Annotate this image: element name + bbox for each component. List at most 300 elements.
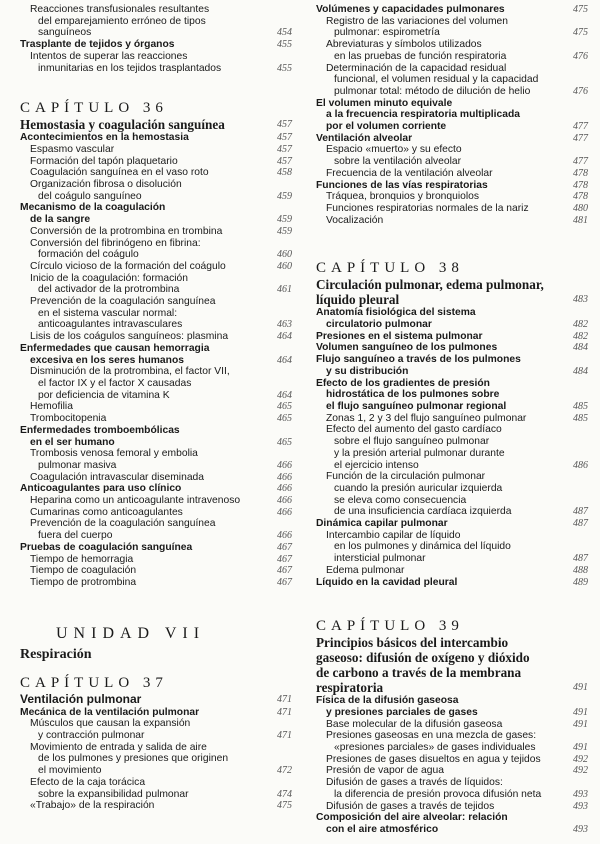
toc-entry-text: Trombosis venosa femoral y embolia (30, 448, 198, 460)
toc-entry-text: Flujo sanguíneo a través de los pulmones (316, 354, 521, 366)
toc-entry (316, 541, 588, 553)
toc-entry (316, 98, 588, 110)
toc-entry-text: funcional, el volumen residual y la capacidad (334, 74, 539, 86)
toc-entry (316, 730, 588, 742)
chapter-39-page: 491 (573, 682, 588, 694)
toc-entry (316, 51, 588, 63)
chapter-38-label: CAPÍTULO 38 (316, 260, 464, 277)
toc-entry-page: 476 (573, 50, 588, 62)
toc-entry-text: Trasplante de tejidos y órganos (20, 39, 175, 51)
chapter-39-title (316, 635, 588, 695)
toc-entry (20, 565, 292, 577)
toc-entry (316, 824, 588, 836)
toc-entry (20, 789, 292, 801)
toc-entry-text: Dinámica capilar pulmonar (316, 518, 448, 530)
toc-entry-page: 481 (573, 214, 588, 226)
toc-entry (20, 191, 292, 203)
toc-entry-text: Formación del tapón plaquetario (30, 155, 178, 167)
toc-entry-text: con el aire atmosférico (326, 823, 439, 835)
toc-entry-page: 487 (573, 553, 588, 565)
toc-entry-text: se eleva como consecuencia (334, 494, 467, 506)
chapter-37-label: CAPÍTULO 37 (20, 674, 168, 691)
toc-entry (316, 319, 588, 331)
toc-entry-text: «presiones parciales» de gases individuales (334, 742, 536, 754)
toc-entry (316, 180, 588, 192)
toc-entry (316, 460, 588, 472)
toc-entry (20, 542, 292, 554)
toc-entry-text: Acontecimientos en la hemostasia (20, 132, 189, 144)
toc-entry-page: 454 (277, 27, 292, 39)
toc-entry (316, 812, 588, 824)
toc-entry-text: Coagulación intravascular diseminada (30, 471, 205, 483)
toc-entry-text: Funciones respiratorias normales de la nariz (326, 202, 529, 214)
toc-entry-text: Prevención de la coagulación sanguínea (30, 296, 216, 308)
unit-7-label: UNIDAD VII (56, 624, 206, 642)
toc-entry-text: pulmonar masiva (38, 459, 117, 471)
toc-entry-page: 457 (277, 132, 292, 144)
toc-entry (316, 424, 588, 436)
toc-entry-text: Heparina como un anticoagulante intravenoso (30, 495, 241, 507)
toc-entry-text: Hemofilia (30, 401, 73, 413)
chapter-36-page: 457 (277, 119, 292, 131)
toc-entry-text: Conversión del fibrinógeno en fibrina: (30, 237, 201, 249)
toc-entry-page: 493 (573, 823, 588, 835)
toc-entry (20, 460, 292, 472)
toc-entry-text: el movimiento (38, 765, 102, 777)
toc-entry-text: de la sangre (30, 214, 91, 226)
toc-entry (20, 366, 292, 378)
toc-entry-text: pulmonar total: método de dilución de helio (334, 85, 531, 97)
toc-entry-text: Efecto del aumento del gasto cardíaco (326, 424, 502, 436)
toc-entry-page: 466 (277, 506, 292, 518)
toc-entry-page: 464 (277, 389, 292, 401)
toc-entry (20, 132, 292, 144)
toc-entry-page: 455 (277, 62, 292, 74)
toc-entry-text: el flujo sanguíneo pulmonar regional (326, 400, 507, 412)
toc-entry-text: del activador de la protrombina (38, 284, 180, 296)
toc-entry (316, 86, 588, 98)
toc-entry-text: Músculos que causan la expansión (30, 718, 191, 730)
toc-entry (316, 39, 588, 51)
toc-entry (20, 4, 292, 16)
toc-entry (20, 16, 292, 28)
toc-entry-page: 464 (277, 354, 292, 366)
toc-entry (20, 401, 292, 413)
toc-entry-text: Volúmenes y capacidades pulmonares (316, 4, 505, 15)
toc-entry-text: Presiones de gases disueltos en agua y tejidos (326, 753, 541, 765)
toc-entry (316, 331, 588, 343)
toc-entry-page: 466 (277, 471, 292, 483)
chapter-37-page: 471 (277, 693, 292, 705)
toc-entry (20, 472, 292, 484)
toc-entry-page: 475 (573, 4, 588, 15)
toc-entry (316, 156, 588, 168)
toc-entry (20, 273, 292, 285)
right-column (316, 0, 588, 844)
toc-entry-text: Trombocitopenia (30, 413, 107, 425)
toc-entry-text: Lisis de los coágulos sanguíneos: plasmina (30, 331, 229, 343)
toc-entry-page: 466 (277, 483, 292, 495)
toc-entry (316, 448, 588, 460)
toc-entry-page: 478 (573, 167, 588, 179)
toc-entry-page: 459 (277, 225, 292, 237)
toc-entry-page: 491 (573, 706, 588, 718)
toc-entry (20, 226, 292, 238)
toc-entry (20, 718, 292, 730)
toc-entry-page: 477 (573, 156, 588, 168)
toc-entry-page: 493 (573, 788, 588, 800)
toc-entry-text: Tiempo de hemorragia (30, 553, 134, 565)
unit-7-title: Respiración (20, 646, 92, 662)
toc-entry-page: 482 (573, 330, 588, 342)
toc-entry-text: anticoagulantes intravasculares (38, 319, 183, 331)
toc-entry (316, 707, 588, 719)
toc-entry-page: 488 (573, 564, 588, 576)
toc-entry (20, 238, 292, 250)
toc-entry (20, 202, 292, 214)
toc-entry-page: 458 (277, 167, 292, 179)
toc-entry (316, 801, 588, 813)
toc-entry-text: Vocalización (326, 214, 384, 226)
toc-entry-page: 461 (277, 284, 292, 296)
toc-entry-text: Funciones de las vías respiratorias (316, 179, 488, 191)
toc-entry-text: de una insuficiencia cardíaca izquierda (334, 506, 512, 518)
toc-entry (316, 342, 588, 354)
toc-entry-text: Difusión de gases a través de líquidos: (326, 777, 503, 789)
toc-entry-text: y contracción pulmonar (38, 730, 145, 742)
toc-entry-text: en los pulmones y dinámica del líquido (334, 541, 511, 553)
chapter-38-title-line-2: líquido pleural (316, 292, 400, 308)
toc-entry-text: Volumen sanguíneo de los pulmones (316, 342, 498, 354)
toc-entry-text: Frecuencia de la ventilación alveolar (326, 167, 493, 179)
toc-entry (20, 39, 292, 51)
chapter-36-label: CAPÍTULO 36 (20, 100, 168, 117)
toc-entry (316, 754, 588, 766)
toc-entry-text: Pruebas de coagulación sanguínea (20, 541, 193, 553)
toc-entry-text: «Trabajo» de la respiración (30, 800, 155, 812)
entries-block-top-right (316, 4, 588, 226)
toc-entry (316, 389, 588, 401)
toc-entry-text: en el ser humano (30, 436, 115, 448)
toc-entry (316, 4, 588, 16)
toc-entry-page: 460 (277, 249, 292, 261)
chapter-39-label: CAPÍTULO 39 (316, 618, 464, 635)
toc-entry-text: Prevención de la coagulación sanguínea (30, 518, 216, 530)
toc-entry-text: Coagulación sanguínea en el vaso roto (30, 167, 209, 179)
toc-entry-page: 465 (277, 436, 292, 448)
toc-entry (316, 742, 588, 754)
toc-entry (316, 436, 588, 448)
toc-entry-text: El volumen minuto equivale (316, 97, 453, 109)
toc-entry (20, 495, 292, 507)
chapter-38-page: 483 (573, 294, 588, 306)
toc-entry (20, 390, 292, 402)
toc-entry (20, 507, 292, 519)
toc-entry (20, 284, 292, 296)
chapter-39-entries (316, 695, 588, 835)
toc-entry-page: 457 (277, 143, 292, 155)
toc-entry-text: el ejercicio intenso (334, 459, 419, 471)
toc-entry (316, 27, 588, 39)
toc-entry-text: sanguíneos (38, 27, 92, 39)
toc-entry-text: Enfermedades tromboembólicas (20, 424, 180, 436)
toc-entry-text: del coágulo sanguíneo (38, 190, 142, 202)
toc-entry (316, 553, 588, 565)
toc-entry-text: Movimiento de entrada y salida de aire (30, 741, 207, 753)
toc-entry-page: 466 (277, 495, 292, 507)
toc-entry (316, 121, 588, 133)
toc-entry (20, 179, 292, 191)
chapter-37-title-text: Ventilación pulmonar (20, 691, 142, 706)
toc-entry-page: 486 (573, 459, 588, 471)
toc-entry-page: 464 (277, 331, 292, 343)
toc-entry-text: Abreviaturas y símbolos utilizados (326, 39, 482, 51)
toc-entry-text: el factor IX y el factor X causadas (38, 377, 192, 389)
chapter-36-title-text: Hemostasia y coagulación sanguínea (20, 117, 225, 133)
toc-entry-text: Espacio «muerto» y su efecto (326, 144, 462, 156)
toc-entry-text: sobre el flujo sanguíneo pulmonar (334, 436, 490, 448)
toc-entry (20, 753, 292, 765)
toc-entry-text: sobre la expansibilidad pulmonar (38, 788, 189, 800)
toc-entry-text: en las pruebas de función respiratoria (334, 50, 507, 62)
toc-entry (20, 518, 292, 530)
toc-entry (20, 577, 292, 589)
toc-entry-page: 459 (277, 214, 292, 226)
toc-entry-page: 478 (573, 179, 588, 191)
toc-entry (20, 765, 292, 777)
toc-entry (20, 63, 292, 75)
toc-entry-text: del emparejamiento erróneo de tipos (38, 15, 206, 27)
toc-entry-text: Efecto de la caja torácica (30, 776, 146, 788)
toc-entry-page: 463 (277, 319, 292, 331)
chapter-38-title (316, 277, 588, 307)
toc-entry-text: fuera del cuerpo (38, 530, 113, 542)
toc-entry-text: Intentos de superar las reacciones (30, 50, 188, 62)
toc-entry (316, 518, 588, 530)
toc-entry (20, 355, 292, 367)
toc-entry (316, 577, 588, 589)
toc-entry-text: cuando la presión auricular izquierda (334, 482, 503, 494)
toc-entry-page: 467 (277, 541, 292, 553)
toc-entry (316, 191, 588, 203)
toc-entry-page: 459 (277, 190, 292, 202)
toc-entry-text: Efecto de los gradientes de presión (316, 377, 490, 389)
toc-entry-page: 485 (573, 412, 588, 424)
toc-entry-text: y presiones parciales de gases (326, 706, 478, 718)
toc-entry-text: Base molecular de la difusión gaseosa (326, 718, 503, 730)
toc-entry-text: Conversión de la protrombina en trombina (30, 225, 223, 237)
toc-entry-text: Presión de vapor de agua (326, 765, 444, 777)
toc-entry (20, 483, 292, 495)
toc-entry-text: Ventilación alveolar (316, 132, 413, 144)
toc-entry (20, 343, 292, 355)
toc-entry (316, 133, 588, 145)
toc-entry (316, 215, 588, 227)
toc-entry-text: Tiempo de coagulación (30, 565, 137, 577)
toc-entry-page: 482 (573, 319, 588, 331)
toc-entry-page: 476 (573, 85, 588, 97)
toc-entry-page: 455 (277, 39, 292, 51)
toc-entry-text: inmunitarias en los tejidos trasplantados (38, 62, 222, 74)
toc-entry-text: la diferencia de presión provoca difusión neta (334, 788, 542, 800)
toc-entry-text: Zonas 1, 2 y 3 del flujo sanguíneo pulmonar (326, 412, 527, 424)
chapter-39-title-line-4: respiratoria (316, 680, 384, 696)
toc-entry-page: 480 (573, 202, 588, 214)
toc-entry-text: excesiva en los seres humanos (30, 354, 184, 366)
toc-entry (316, 378, 588, 390)
toc-entry-text: y la presión arterial pulmonar durante (334, 447, 505, 459)
toc-entry-text: a la frecuencia respiratoria multiplicada (326, 109, 521, 121)
toc-entry (20, 554, 292, 566)
toc-entry-text: y su distribución (326, 365, 409, 377)
toc-entry-text: sobre la ventilación alveolar (334, 156, 462, 168)
toc-entry-text: Anatomía fisiológica del sistema (316, 307, 476, 319)
chapter-37-title (20, 692, 292, 707)
toc-entry-text: Tiempo de protrombina (30, 576, 137, 588)
toc-entry (20, 425, 292, 437)
toc-entry-page: 492 (573, 753, 588, 765)
toc-entry (316, 354, 588, 366)
toc-entry-page: 471 (277, 706, 292, 718)
toc-entry-page: 475 (277, 800, 292, 812)
toc-entry (316, 63, 588, 75)
toc-entry-page: 491 (573, 742, 588, 754)
toc-entry (316, 109, 588, 121)
toc-entry (20, 51, 292, 63)
chapter-37-entries (20, 707, 292, 812)
toc-entry-text: Difusión de gases a través de tejidos (326, 800, 495, 812)
toc-entry-page: 467 (277, 576, 292, 588)
toc-entry (316, 74, 588, 86)
chapter-39-title-line-3: de carbono a través de la membrana (316, 665, 522, 681)
toc-entry (20, 319, 292, 331)
toc-entry-page: 478 (573, 191, 588, 203)
toc-entry-text: Disminución de la protrombina, el factor VII, (30, 366, 230, 378)
toc-entry-text: Inicio de la coagulación: formación (30, 272, 188, 284)
toc-entry-page: 474 (277, 788, 292, 800)
toc-entry-page: 472 (277, 765, 292, 777)
chapter-38-entries (316, 307, 588, 588)
toc-entry-text: Círculo vicioso de la formación del coágulo (30, 260, 226, 272)
toc-entry-text: Física de la difusión gaseosa (316, 695, 459, 707)
toc-entry-page: 477 (573, 132, 588, 144)
toc-entry-text: formación del coágulo (38, 249, 139, 261)
toc-entry (20, 378, 292, 390)
toc-entry-text: Tráquea, bronquios y bronquiolos (326, 191, 480, 203)
toc-entry (316, 789, 588, 801)
toc-entry-text: Mecanismo de la coagulación (20, 202, 166, 214)
toc-entry-text: Presiones gaseosas en una mezcla de gases: (326, 730, 537, 742)
toc-entry-text: Anticoagulantes para uso clínico (20, 483, 182, 495)
toc-entry (20, 156, 292, 168)
toc-entry-page: 475 (573, 27, 588, 39)
toc-entry (20, 777, 292, 789)
toc-entry (20, 437, 292, 449)
toc-entry-page: 487 (573, 518, 588, 530)
toc-entry-page: 493 (573, 800, 588, 812)
toc-entry (316, 530, 588, 542)
toc-entry-page: 457 (277, 155, 292, 167)
toc-entry (20, 214, 292, 226)
toc-entry (20, 249, 292, 261)
toc-entry-page: 465 (277, 401, 292, 413)
toc-entry (316, 719, 588, 731)
toc-entry-text: pulmonar: espirometría (334, 27, 440, 39)
toc-entry-text: Mecánica de la ventilación pulmonar (20, 706, 200, 718)
chapter-36-entries (20, 132, 292, 588)
toc-entry-text: Función de la circulación pulmonar (326, 471, 486, 483)
toc-entry (316, 401, 588, 413)
toc-entry (316, 565, 588, 577)
toc-entry (316, 483, 588, 495)
toc-entry-page: 484 (573, 342, 588, 354)
toc-entry-text: Intercambio capilar de líquido (326, 529, 461, 541)
toc-entry (316, 307, 588, 319)
toc-entry-text: circulatorio pulmonar (326, 319, 432, 331)
toc-entry (20, 144, 292, 156)
toc-entry-text: Espasmo vascular (30, 143, 115, 155)
toc-entry (316, 413, 588, 425)
toc-entry-text: Composición del aire alveolar: relación (316, 812, 508, 824)
toc-entry (316, 495, 588, 507)
toc-entry-page: 465 (277, 413, 292, 425)
toc-entry-text: hidrostática de los pulmones sobre (326, 389, 500, 401)
toc-entry-page: 484 (573, 365, 588, 377)
toc-entry (316, 168, 588, 180)
toc-entry-page: 489 (573, 576, 588, 588)
toc-entry-text: Presiones en el sistema pulmonar (316, 330, 483, 342)
toc-entry (20, 730, 292, 742)
toc-entry (20, 331, 292, 343)
toc-entry (316, 144, 588, 156)
chapter-36-title (20, 117, 292, 132)
toc-entry-text: Reacciones transfusionales resultantes (30, 4, 210, 15)
toc-entry-text: Registro de las variaciones del volumen (326, 15, 509, 27)
chapter-38-title-line-1: Circulación pulmonar, edema pulmonar, (316, 277, 544, 293)
toc-entry-page: 485 (573, 400, 588, 412)
toc-entry-text: en el sistema vascular normal: (38, 307, 178, 319)
toc-entry (20, 261, 292, 273)
toc-entry (20, 707, 292, 719)
toc-entry-text: por deficiencia de vitamina K (38, 389, 170, 401)
toc-entry (20, 530, 292, 542)
toc-entry (20, 167, 292, 179)
toc-entry (316, 366, 588, 378)
toc-entry (20, 742, 292, 754)
toc-entry (316, 695, 588, 707)
toc-entry (20, 296, 292, 308)
toc-entry-page: 492 (573, 765, 588, 777)
toc-entry (20, 448, 292, 460)
toc-entry (316, 203, 588, 215)
left-column (20, 0, 292, 820)
toc-entry-text: Organización fibrosa o disolución (30, 179, 182, 191)
toc-entry-page: 467 (277, 553, 292, 565)
toc-entry-text: Determinación de la capacidad residual (326, 62, 507, 74)
chapter-39-title-line-1: Principios básicos del intercambio (316, 635, 509, 651)
chapter-39-title-line-2: gaseoso: difusión de oxígeno y dióxido (316, 650, 530, 666)
toc-entry-page: 471 (277, 730, 292, 742)
toc-entry (316, 777, 588, 789)
toc-entry (316, 765, 588, 777)
toc-entry-page: 460 (277, 260, 292, 272)
toc-entry-text: Enfermedades que causan hemorragia (20, 342, 210, 354)
toc-entry-page: 467 (277, 565, 292, 577)
toc-entry-text: de los pulmones y presiones que originen (38, 753, 229, 765)
toc-entry (316, 471, 588, 483)
toc-entry-text: Líquido en la cavidad pleural (316, 576, 458, 588)
entries-block-top-left (20, 4, 292, 74)
